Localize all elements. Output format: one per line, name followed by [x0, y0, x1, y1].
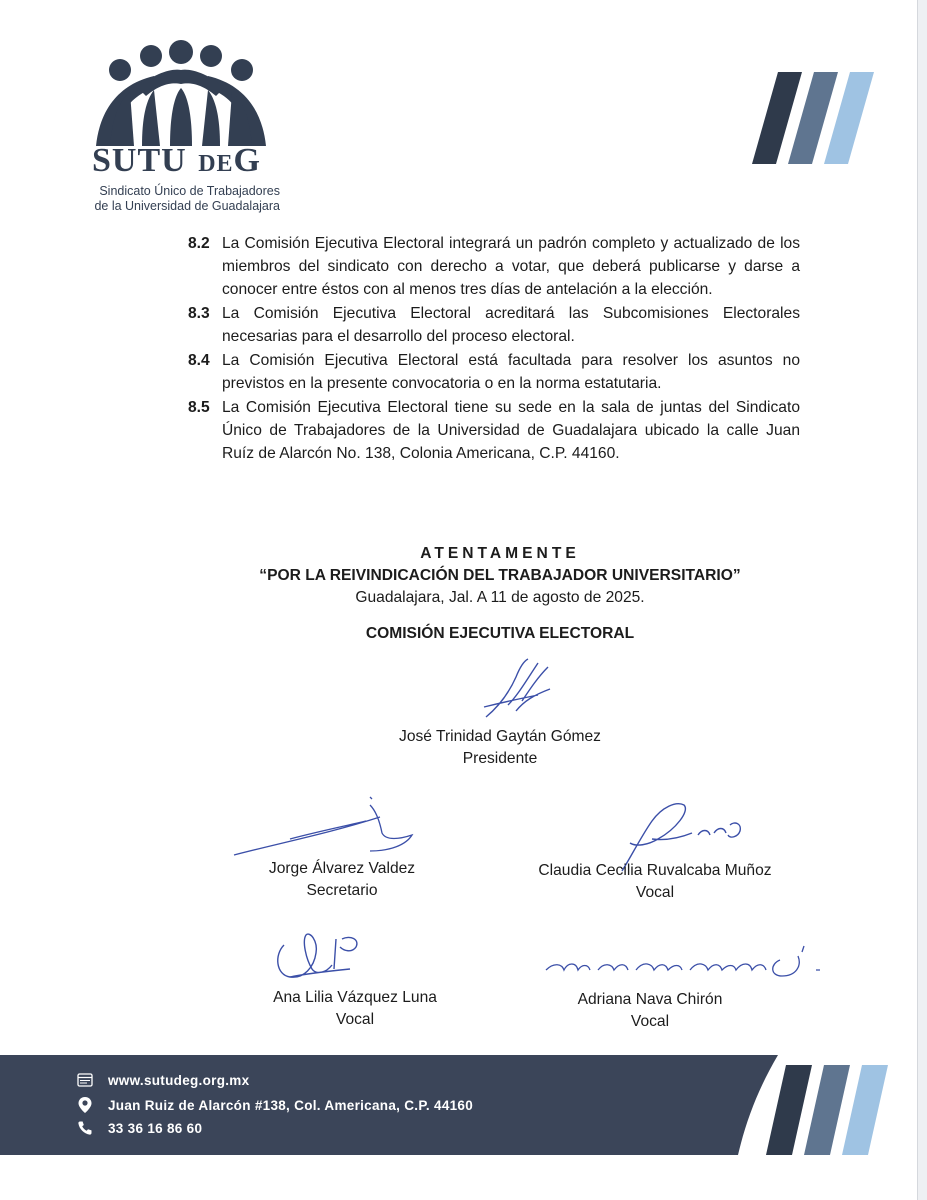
section-text: La Comisión Ejecutiva Electoral está facultada para resolver los asuntos no previstos en la presente convocatoria o en la norma estatutaria. [222, 352, 800, 392]
sutudeg-logo [70, 38, 320, 218]
closing-block [200, 543, 800, 645]
logo-subtitle [84, 184, 280, 214]
signatory-role: Presidente [462, 750, 538, 767]
signatory-vocal-3 [535, 989, 765, 1033]
section-text: La Comisión Ejecutiva Electoral acreditará las Subcomisiones Electorales necesarias para el desarrollo del proceso electoral. [222, 305, 800, 345]
commission-name: COMISIÓN EJECUTIVA ELECTORAL [365, 625, 635, 642]
footer-address-row [76, 1096, 473, 1114]
place-date: Guadalajara, Jal. A 11 de agosto de 2025. [355, 589, 645, 606]
section-text: La Comisión Ejecutiva Electoral tiene su sede en la sala de juntas del Sindicato Único de Trabajadores de la Universidad de Guadalajara ubicado la calle Juan Ruíz de Alarcón No. 138, Colonia Americana, C.P. 44160. [222, 399, 800, 462]
footer-band [0, 1055, 927, 1155]
logo-subtitle-line1: Sindicato Único de Trabajadores [99, 184, 280, 198]
page-edge-line [917, 0, 918, 1200]
signatory-role: Vocal [630, 1013, 670, 1030]
phone-icon [76, 1119, 94, 1137]
header-stripes-decoration [752, 72, 902, 164]
atentamente-heading: ATENTAMENTE [420, 545, 580, 562]
location-pin-icon [76, 1096, 94, 1114]
logo-figures-icon [90, 38, 300, 148]
web-icon [76, 1071, 94, 1089]
signatory-name: Ana Lilia Vázquez Luna [273, 989, 437, 1006]
section-number: 8.3 [188, 305, 210, 322]
signatory-name: José Trinidad Gaytán Gómez [399, 728, 601, 745]
vocal-2-signature-icon [270, 925, 370, 985]
secretary-signature-icon [230, 795, 420, 860]
section-number: 8.2 [188, 235, 210, 252]
signatory-name: Claudia Cecilia Ruvalcaba Muñoz [538, 862, 772, 879]
signatory-role: Vocal [635, 884, 675, 901]
signatory-role: Vocal [335, 1011, 375, 1028]
section-number: 8.4 [188, 352, 210, 369]
section-number: 8.5 [188, 399, 210, 416]
signatory-vocal-1 [505, 860, 805, 904]
signatory-vocal-2 [230, 987, 480, 1031]
signatory-name: Adriana Nava Chirón [577, 991, 723, 1008]
section-text: La Comisión Ejecutiva Electoral integrará un padrón completo y actualizado de los miembros del sindicato con derecho a votar, que deberá publicarse y darse a conocer entre éstos con al menos tres días de antelación a la elección. [222, 235, 800, 298]
page-edge [918, 0, 927, 1200]
footer-website-row [76, 1071, 249, 1089]
section-8-2 [188, 232, 800, 301]
footer-address: Juan Ruiz de Alarcón #138, Col. Americana, C.P. 44160 [108, 1097, 474, 1113]
section-8-3 [188, 302, 800, 348]
section-8-5 [188, 396, 800, 465]
union-motto: “POR LA REIVINDICACIÓN DEL TRABAJADOR UNIVERSITARIO” [259, 567, 741, 584]
signatory-name: Jorge Álvarez Valdez [268, 860, 416, 877]
logo-wordmark: SUTU DEG [92, 142, 261, 179]
footer-phone-row [76, 1119, 202, 1137]
footer-phone[interactable]: 33 36 16 86 60 [108, 1120, 203, 1136]
section-8-4 [188, 349, 800, 395]
footer-website-link[interactable]: www.sutudeg.org.mx [108, 1072, 250, 1088]
signatory-president [350, 726, 650, 770]
signatory-secretary [222, 858, 462, 902]
vocal-3-signature-icon [540, 940, 840, 980]
logo-subtitle-line2: de la Universidad de Guadalajara [94, 199, 280, 213]
signatory-role: Secretario [306, 882, 378, 899]
president-signature-icon [478, 655, 568, 725]
convocatoria-sections [188, 232, 800, 465]
